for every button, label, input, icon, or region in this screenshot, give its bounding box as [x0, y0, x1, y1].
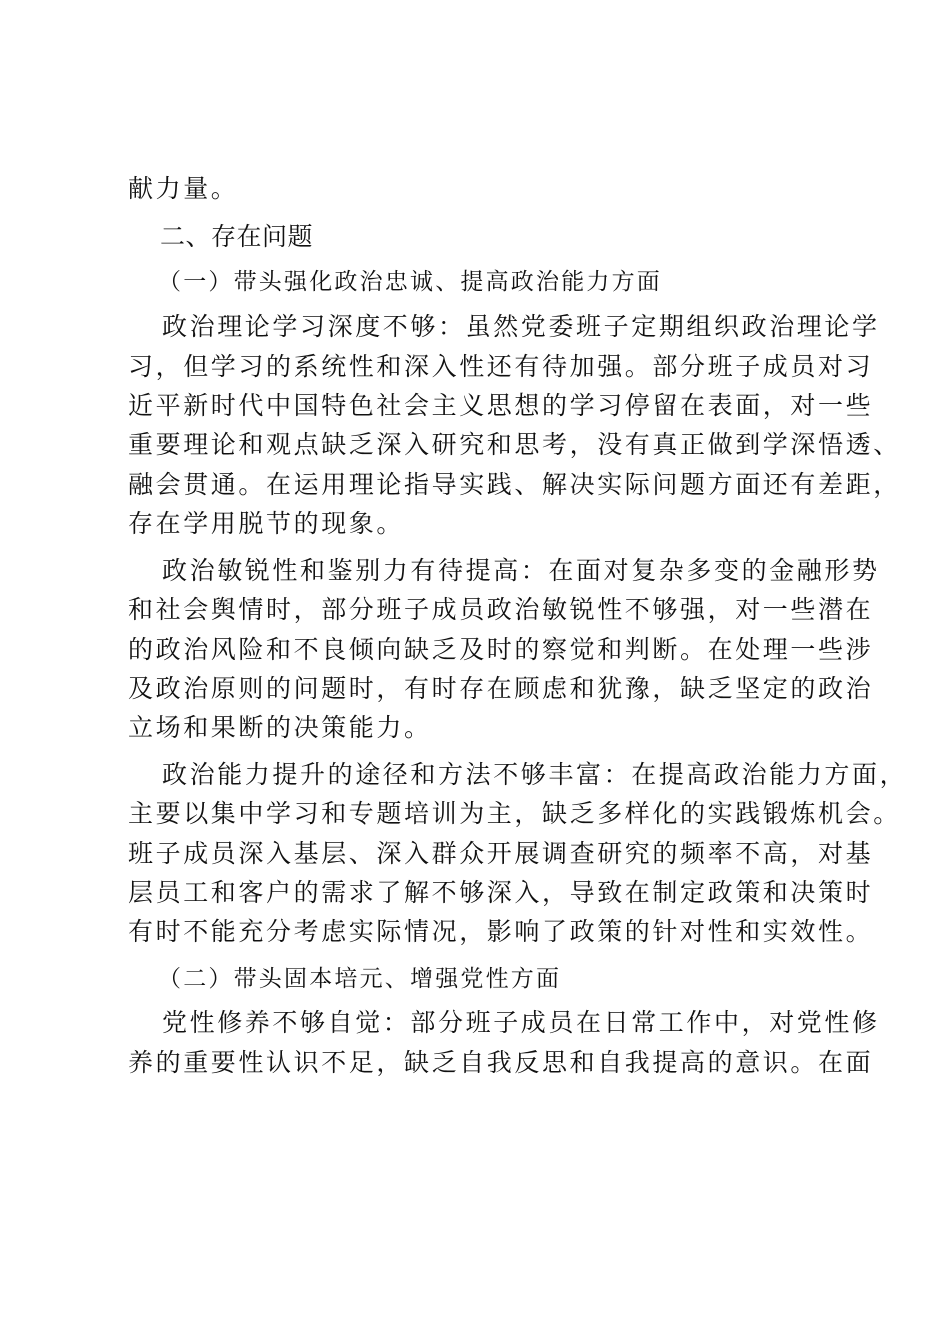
subsection-heading: （一）带头强化政治忠诚、提高政治能力方面	[158, 269, 662, 295]
body-text-line: 融会贯通。在运用理论指导实践、解决实际问题方面还有差距，	[128, 470, 901, 499]
body-text-line: 立场和果断的决策能力。	[128, 713, 432, 742]
body-text-line: 重要理论和观点缺乏深入研究和思考，没有真正做到学深悟透、	[128, 430, 901, 459]
body-text-line: 有时不能充分考虑实际情况，影响了政策的针对性和实效性。	[128, 917, 874, 946]
paragraph-start: 政治敏锐性和鉴别力有待提高：在面对复杂多变的金融形势	[162, 556, 880, 585]
paragraph-start: 政治理论学习深度不够：虽然党委班子定期组织政治理论学	[162, 312, 880, 341]
body-text-line: 层员工和客户的需求了解不够深入，导致在制定政策和决策时	[128, 878, 874, 907]
body-text-line: 习，但学习的系统性和深入性还有待加强。部分班子成员对习	[128, 352, 874, 381]
paragraph-start: 政治能力提升的途径和方法不够丰富：在提高政治能力方面，	[162, 760, 908, 789]
body-text-line: 和社会舆情时，部分班子成员政治敏锐性不够强，对一些潜在	[128, 595, 874, 624]
body-text-line: 献力量。	[128, 174, 239, 203]
body-text-line: 主要以集中学习和专题培训为主，缺乏多样化的实践锻炼机会。	[128, 799, 901, 828]
body-text-line: 近平新时代中国特色社会主义思想的学习停留在表面，对一些	[128, 391, 874, 420]
section-heading: 二、存在问题	[160, 222, 314, 251]
body-text-line: 班子成员深入基层、深入群众开展调查研究的频率不高，对基	[128, 839, 874, 868]
body-text-line: 存在学用脱节的现象。	[128, 509, 405, 538]
body-text-line: 及政治原则的问题时，有时存在顾虑和犹豫，缺乏坚定的政治	[128, 674, 874, 703]
body-text-line: 的政治风险和不良倾向缺乏及时的察觉和判断。在处理一些涉	[128, 635, 874, 664]
body-text-line: 养的重要性认识不足，缺乏自我反思和自我提高的意识。在面	[128, 1048, 874, 1077]
paragraph-start: 党性修养不够自觉：部分班子成员在日常工作中，对党性修	[162, 1008, 880, 1037]
subsection-heading: （二）带头固本培元、增强党性方面	[158, 966, 562, 992]
